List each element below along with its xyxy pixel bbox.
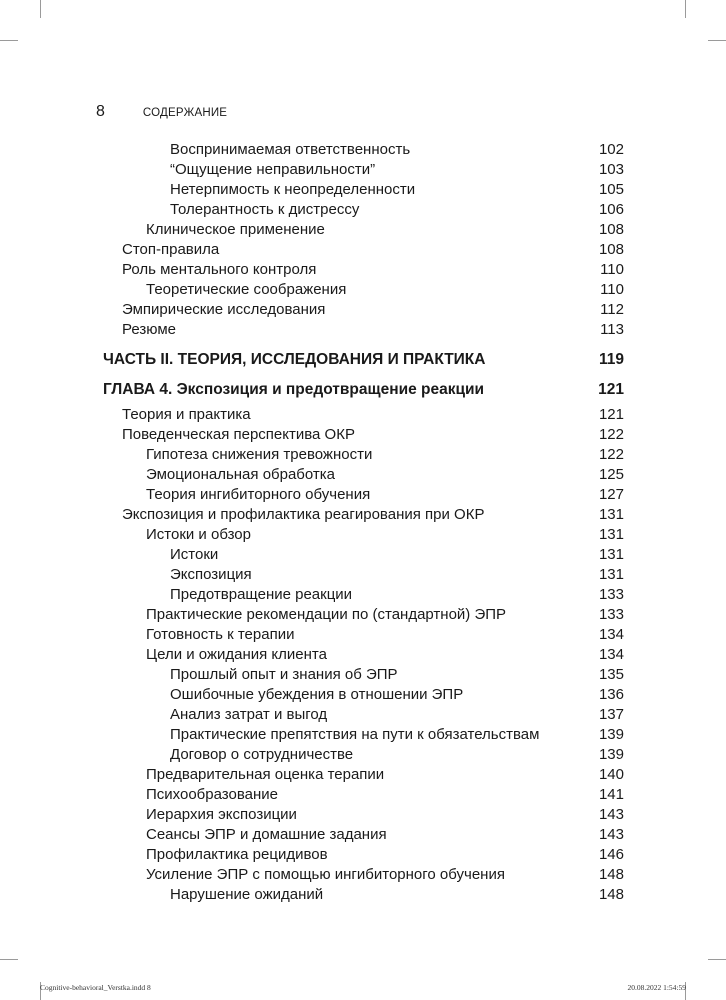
toc-entry-page: 103 (598, 161, 624, 178)
toc-entry-title: Эмоциональная обработка (146, 466, 336, 483)
toc-entry-page: 146 (598, 846, 624, 863)
toc-entry (0, 825, 726, 845)
toc-entry-title: Психообразование (146, 786, 278, 803)
toc-entry-page: 119 (598, 351, 624, 368)
toc-entry-page: 108 (598, 221, 624, 238)
toc-entry (0, 505, 726, 525)
toc-entry-page: 125 (598, 466, 624, 483)
toc-entry (0, 485, 726, 505)
print-slug-datetime: 20.08.2022 1:54:59 (627, 983, 686, 992)
toc-entry-title: Истоки (170, 546, 219, 563)
toc-entry (0, 525, 726, 545)
toc-entry-page: 134 (598, 646, 624, 663)
toc-entry-page: 127 (598, 486, 624, 503)
crop-mark (685, 0, 686, 18)
toc-entry (0, 220, 726, 240)
toc-entry (0, 785, 726, 805)
toc-entry-title: Цели и ожидания клиента (146, 646, 327, 663)
toc-entry-title: Эмпирические исследования (122, 301, 326, 318)
toc-entry (0, 545, 726, 565)
toc-entry (0, 405, 726, 425)
toc-entry-page: 134 (598, 626, 624, 643)
toc-entry (0, 765, 726, 785)
toc-entry-title: ГЛАВА 4. Экспозиция и предотвращение реакции (103, 381, 485, 398)
toc-entry-title: Истоки и обзор (146, 526, 251, 543)
toc-entry (0, 160, 726, 180)
toc-entry-page: 133 (598, 586, 624, 603)
toc-entry-title: Теория ингибиторного обучения (146, 486, 371, 503)
print-slug-file: Cognitive-behavioral_Verstka.indd 8 (40, 983, 151, 992)
toc-entry (0, 885, 726, 905)
toc-entry-page: 136 (598, 686, 624, 703)
toc-entry-title: Экспозиция (170, 566, 252, 583)
toc-entry-title: Предварительная оценка терапии (146, 766, 385, 783)
toc-entry-title: Практические рекомендации по (стандартной) ЭПР (146, 606, 507, 623)
toc-entry (0, 240, 726, 260)
toc-entry-title: Воспринимаемая ответственность (170, 141, 411, 158)
toc-entry (0, 280, 726, 300)
toc-entry-title: Теоретические соображения (146, 281, 347, 298)
toc-entry (0, 260, 726, 280)
toc-entry-page: 105 (598, 181, 624, 198)
toc-entry-page: 133 (598, 606, 624, 623)
toc-entry-title: Роль ментального контроля (122, 261, 317, 278)
crop-mark (708, 40, 726, 41)
toc-entry-page: 131 (598, 506, 624, 523)
toc-entry-title: Нарушение ожиданий (170, 886, 324, 903)
toc-entry (0, 380, 726, 400)
toc-entry-page: 135 (598, 666, 624, 683)
toc-entry-title: Усиление ЭПР с помощью ингибиторного обучения (146, 866, 505, 883)
toc-entry (0, 725, 726, 745)
toc-entry (0, 350, 726, 370)
toc-entry-page: 122 (598, 426, 624, 443)
page-number: 8 (96, 103, 105, 120)
toc-entry-title: Поведенческая перспектива ОКР (122, 426, 355, 443)
toc-entry-page: 131 (598, 566, 624, 583)
toc-entry-title: Практические препятствия на пути к обязательствам (170, 726, 540, 743)
crop-mark (708, 959, 726, 960)
toc-entry-page: 137 (598, 706, 624, 723)
toc-entry-title: Сеансы ЭПР и домашние задания (146, 826, 387, 843)
toc-entry-page: 131 (598, 526, 624, 543)
toc-entry-title: Готовность к терапии (146, 626, 295, 643)
toc-entry-title: Ошибочные убеждения в отношении ЭПР (170, 686, 464, 703)
toc-entry-title: Гипотеза снижения тревожности (146, 446, 373, 463)
toc-entry (0, 180, 726, 200)
toc-entry (0, 425, 726, 445)
toc-entry-title: ЧАСТЬ II. ТЕОРИЯ, ИССЛЕДОВАНИЯ И ПРАКТИКА (103, 351, 486, 368)
running-head-title: СОДЕРЖАНИЕ (142, 107, 228, 119)
toc-entry-page: 148 (598, 866, 624, 883)
toc-entry-title: Договор о сотрудничестве (170, 746, 354, 763)
crop-mark (40, 0, 41, 18)
toc-entry-page: 110 (600, 281, 624, 298)
toc-entry-page: 108 (598, 241, 624, 258)
toc-entry-page: 112 (600, 301, 624, 318)
crop-mark (0, 40, 18, 41)
toc-entry-title: Стоп-правила (122, 241, 220, 258)
toc-entry (0, 645, 726, 665)
crop-mark (0, 959, 18, 960)
toc-entry (0, 605, 726, 625)
running-header (96, 103, 227, 123)
toc-entry-title: Толерантность к дистрессу (170, 201, 360, 218)
toc-entry (0, 865, 726, 885)
toc-entry-title: Иерархия экспозиции (146, 806, 297, 823)
toc-entry-page: 131 (598, 546, 624, 563)
toc-entry-title: “Ощущение неправильности” (170, 161, 376, 178)
toc-entry (0, 845, 726, 865)
toc-entry-page: 143 (598, 826, 624, 843)
toc-entry-title: Теория и практика (122, 406, 251, 423)
toc-entry (0, 445, 726, 465)
toc-entry (0, 665, 726, 685)
toc-entry (0, 805, 726, 825)
toc-entry-title: Анализ затрат и выгод (170, 706, 328, 723)
toc-entry-page: 110 (600, 261, 624, 278)
toc-entry-title: Клиническое применение (146, 221, 325, 238)
toc-entry-page: 113 (600, 321, 624, 338)
toc-entry (0, 300, 726, 320)
toc-entry-page: 139 (598, 726, 624, 743)
toc-entry (0, 565, 726, 585)
toc-entry-page: 102 (598, 141, 624, 158)
toc-entry-page: 139 (598, 746, 624, 763)
toc-entry-page: 140 (598, 766, 624, 783)
toc-entry (0, 685, 726, 705)
toc-entry (0, 625, 726, 645)
toc-entry (0, 745, 726, 765)
toc-entry-page: 121 (598, 381, 624, 398)
toc-entry-title: Прошлый опыт и знания об ЭПР (170, 666, 398, 683)
toc-entry (0, 705, 726, 725)
toc-entry-page: 141 (598, 786, 624, 803)
toc-entry-title: Экспозиция и профилактика реагирования при ОКР (122, 506, 485, 523)
toc-entry-title: Резюме (122, 321, 176, 338)
toc-entry-title: Предотвращение реакции (170, 586, 353, 603)
toc-entry-page: 106 (598, 201, 624, 218)
toc-entry-page: 122 (598, 446, 624, 463)
toc-entry (0, 200, 726, 220)
toc-entry (0, 465, 726, 485)
toc-entry-title: Нетерпимость к неопределенности (170, 181, 416, 198)
toc-entry-page: 148 (598, 886, 624, 903)
toc-entry-title: Профилактика рецидивов (146, 846, 328, 863)
toc-entry-page: 121 (598, 406, 624, 423)
toc-entry (0, 585, 726, 605)
toc-entry-page: 143 (598, 806, 624, 823)
toc-entry (0, 140, 726, 160)
toc-entry (0, 320, 726, 340)
